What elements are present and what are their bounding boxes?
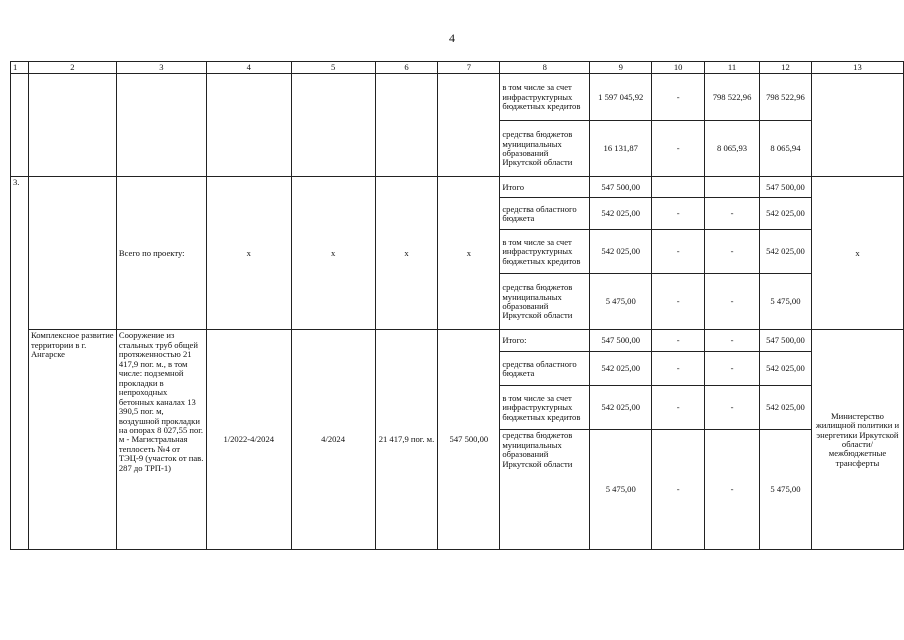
estimated-cost: 547 500,00 — [438, 330, 500, 550]
funding-source: средства областного бюджета — [500, 198, 590, 230]
table-row — [11, 74, 904, 121]
x-mark: х — [375, 177, 438, 330]
cell-empty — [28, 177, 116, 330]
amount-col12: 547 500,00 — [760, 330, 812, 352]
x-mark: х — [811, 177, 903, 330]
column-number: 8 — [500, 62, 590, 74]
amount-col11: - — [705, 274, 760, 330]
cell-empty — [811, 74, 903, 177]
cell-empty — [291, 74, 375, 177]
funding-source: в том числе за счет инфраструктурных бюджетных кредитов — [500, 74, 590, 121]
funding-source: Итого: — [500, 330, 590, 352]
funding-source: средства бюджетов муниципальных образований Иркутской области — [500, 430, 590, 550]
column-number: 13 — [811, 62, 903, 74]
cell-empty — [116, 74, 206, 177]
amount-total: 16 131,87 — [590, 121, 652, 177]
section-number: 3. — [11, 177, 29, 550]
amount-col12: 547 500,00 — [760, 177, 812, 198]
funding-source: в том числе за счет инфраструктурных бюджетных кредитов — [500, 230, 590, 274]
amount-total: 1 597 045,92 — [590, 74, 652, 121]
amount-total: 547 500,00 — [590, 177, 652, 198]
cell-empty — [375, 74, 438, 177]
column-number: 2 — [28, 62, 116, 74]
amount-total: 547 500,00 — [590, 330, 652, 352]
cell-empty — [206, 74, 291, 177]
capacity: 21 417,9 пог. м. — [375, 330, 438, 550]
page-number: 4 — [449, 31, 455, 45]
column-number: 1 — [11, 62, 29, 74]
funding-source: средства бюджетов муниципальных образований Иркутской области — [500, 121, 590, 177]
amount-col12: 542 025,00 — [760, 352, 812, 386]
amount-col12: 798 522,96 — [760, 74, 812, 121]
column-number: 4 — [206, 62, 291, 74]
column-number-row — [11, 62, 904, 74]
completion-date: 4/2024 — [291, 330, 375, 550]
amount-col12: 542 025,00 — [760, 386, 812, 430]
x-mark: х — [291, 177, 375, 330]
amount-col11 — [705, 177, 760, 198]
amount-col11: - — [705, 198, 760, 230]
amount-col12: 5 475,00 — [760, 430, 812, 550]
amount-col12: 5 475,00 — [760, 274, 812, 330]
amount-col11: - — [705, 230, 760, 274]
column-number: 5 — [291, 62, 375, 74]
cell-empty — [28, 74, 116, 177]
funding-source: средства областного бюджета — [500, 352, 590, 386]
amount-total: 5 475,00 — [590, 430, 652, 550]
amount-col11: - — [705, 330, 760, 352]
amount-total: 542 025,00 — [590, 386, 652, 430]
amount-total: 542 025,00 — [590, 352, 652, 386]
amount-col11: 8 065,93 — [705, 121, 760, 177]
column-number: 9 — [590, 62, 652, 74]
total-label: Всего по проекту: — [116, 177, 206, 330]
project-name: Комплексное развитие территории в г. Ангарске — [28, 330, 116, 550]
column-number: 3 — [116, 62, 206, 74]
amount-col11: - — [705, 386, 760, 430]
amount-col11: 798 522,96 — [705, 74, 760, 121]
amount-col10 — [652, 177, 705, 198]
x-mark: х — [438, 177, 500, 330]
amount-col11: - — [705, 430, 760, 550]
table-row — [11, 177, 904, 198]
funding-source: Итого — [500, 177, 590, 198]
table-row — [11, 330, 904, 352]
column-number: 12 — [760, 62, 812, 74]
object-description: Сооружение из стальных труб общей протяженностью 21 417,9 пог. м., в том числе: подземной прокладки в непроходных бетонных каналах 13 390,5 пог. м, воздушной прокладки на опорах 8 027,55 пог. м - Магистральная теплосеть №4 от ТЭЦ-9 (участок от пав. 287 до ТРП-1) — [116, 330, 206, 550]
funding-source: средства бюджетов муниципальных образований Иркутской области — [500, 274, 590, 330]
column-number: 6 — [375, 62, 438, 74]
amount-col10: - — [652, 74, 705, 121]
implementation-period: 1/2022-4/2024 — [206, 330, 291, 550]
amount-total: 542 025,00 — [590, 230, 652, 274]
funding-source: в том числе за счет инфраструктурных бюджетных кредитов — [500, 386, 590, 430]
amount-col12: 542 025,00 — [760, 230, 812, 274]
cell-empty — [11, 74, 29, 177]
column-number: 10 — [652, 62, 705, 74]
cell-empty — [438, 74, 500, 177]
financing-table — [10, 61, 904, 550]
amount-col12: 8 065,94 — [760, 121, 812, 177]
amount-col10: - — [652, 230, 705, 274]
amount-col10: - — [652, 352, 705, 386]
x-mark: х — [206, 177, 291, 330]
responsible-body: Министерство жилищной политики и энергетики Иркутской области/ межбюджетные трансферты — [811, 330, 903, 550]
amount-total: 5 475,00 — [590, 274, 652, 330]
amount-col10: - — [652, 121, 705, 177]
amount-col10: - — [652, 330, 705, 352]
amount-total: 542 025,00 — [590, 198, 652, 230]
amount-col10: - — [652, 430, 705, 550]
amount-col10: - — [652, 198, 705, 230]
amount-col12: 542 025,00 — [760, 198, 812, 230]
amount-col10: - — [652, 386, 705, 430]
column-number: 7 — [438, 62, 500, 74]
amount-col10: - — [652, 274, 705, 330]
column-number: 11 — [705, 62, 760, 74]
amount-col11: - — [705, 352, 760, 386]
